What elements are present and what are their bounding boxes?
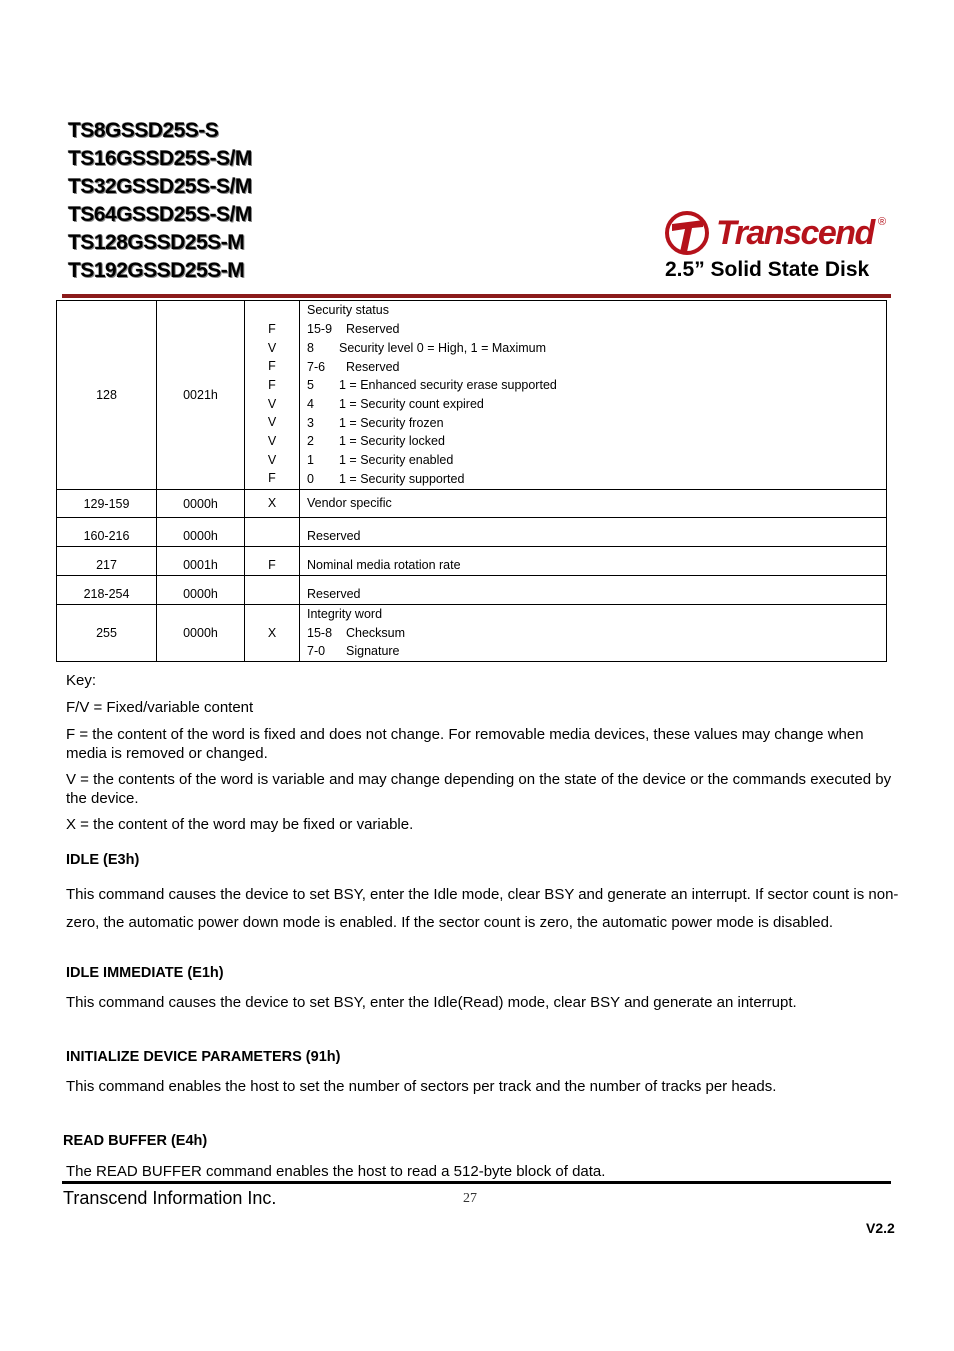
description-cell: Vendor specific bbox=[300, 490, 887, 518]
key-fv: F/V = Fixed/variable content bbox=[66, 699, 254, 716]
transcend-logo bbox=[664, 208, 890, 258]
bit-row: 5 1 = Enhanced security erase supported bbox=[307, 378, 557, 393]
page-number: 27 bbox=[463, 1191, 477, 1206]
table-row bbox=[57, 490, 887, 518]
word-cell: 129-159 bbox=[57, 490, 157, 518]
value-cell: 0000h bbox=[157, 518, 245, 547]
bit-row: 1 1 = Security enabled bbox=[307, 453, 454, 468]
table-row bbox=[57, 576, 887, 605]
word-cell: 128 bbox=[57, 301, 157, 490]
document-version: V2.2 bbox=[866, 1220, 895, 1236]
bit-row: 8 Security level 0 = High, 1 = Maximum bbox=[307, 340, 547, 355]
section-heading-idle-immediate: IDLE IMMEDIATE (E1h) bbox=[66, 965, 224, 981]
footer-divider bbox=[62, 1181, 891, 1184]
field-title: Security status bbox=[307, 303, 389, 318]
description-cell bbox=[300, 605, 887, 662]
fv-cell: X bbox=[245, 490, 300, 518]
fv-flag: V bbox=[267, 415, 277, 430]
fv-flag: F bbox=[268, 359, 276, 374]
header-divider bbox=[62, 294, 891, 298]
fv-flag: F bbox=[268, 321, 276, 336]
key-x: X = the content of the word may be fixed or variable. bbox=[66, 816, 414, 833]
word-cell: 217 bbox=[57, 547, 157, 576]
word-cell: 160-216 bbox=[57, 518, 157, 547]
description-cell: Reserved bbox=[300, 576, 887, 605]
fv-flag: V bbox=[267, 434, 277, 449]
field-title: Integrity word bbox=[307, 607, 383, 621]
model-name: TS192GSSD25S-M bbox=[68, 259, 245, 282]
model-name: TS32GSSD25S-S/M bbox=[68, 175, 252, 198]
fv-flag: V bbox=[267, 452, 277, 467]
footer-company: Transcend Information Inc. bbox=[63, 1188, 277, 1208]
bit-row: 0 1 = Security supported bbox=[307, 471, 465, 486]
bit-row: 4 1 = Security count expired bbox=[307, 397, 484, 411]
fv-flag: V bbox=[267, 340, 277, 355]
fv-cell bbox=[245, 576, 300, 605]
identify-device-table bbox=[56, 300, 887, 662]
description-cell: Nominal media rotation rate bbox=[300, 547, 887, 576]
value-cell: 0021h bbox=[157, 301, 245, 490]
bit-row: 15-8 Checksum bbox=[307, 625, 406, 640]
bit-row: 15-9 Reserved bbox=[307, 322, 400, 337]
model-name: TS128GSSD25S-M bbox=[68, 231, 245, 254]
bit-row: 2 1 = Security locked bbox=[307, 434, 445, 449]
fv-flag: F bbox=[268, 377, 276, 392]
value-cell: 0000h bbox=[157, 576, 245, 605]
table-row bbox=[57, 547, 887, 576]
key-f: F = the content of the word is fixed and does not change. For removable media devices, these values may change when media is removed or changed. bbox=[66, 726, 864, 762]
word-cell: 255 bbox=[57, 605, 157, 662]
fv-cell bbox=[245, 518, 300, 547]
model-name: TS8GSSD25S-S bbox=[68, 119, 219, 142]
table-row bbox=[57, 518, 887, 547]
key-v: V = the contents of the word is variable and may change depending on the state of the device or the commands executed by the device. bbox=[66, 771, 892, 807]
description-cell: Reserved bbox=[300, 518, 887, 547]
brand-wordmark: Transcend bbox=[716, 214, 874, 252]
bit-row: 3 1 = Security frozen bbox=[307, 415, 444, 430]
value-cell: 0001h bbox=[157, 547, 245, 576]
fv-cell bbox=[245, 301, 300, 490]
fv-cell: X bbox=[245, 605, 300, 662]
fv-flag: V bbox=[267, 396, 277, 411]
section-text-init: This command enables the host to set the number of sectors per track and the number of tracks per heads. bbox=[66, 1078, 777, 1095]
model-name: TS64GSSD25S-S/M bbox=[68, 203, 252, 226]
fv-flag: F bbox=[268, 471, 276, 486]
word-cell: 218-254 bbox=[57, 576, 157, 605]
model-name: TS16GSSD25S-S/M bbox=[68, 147, 252, 170]
transcend-t-icon bbox=[664, 210, 712, 256]
bit-row: 7-6 Reserved bbox=[307, 359, 400, 374]
description-cell bbox=[300, 301, 887, 490]
section-heading-init: INITIALIZE DEVICE PARAMETERS (91h) bbox=[66, 1049, 341, 1065]
table-row bbox=[57, 605, 887, 662]
value-cell: 0000h bbox=[157, 490, 245, 518]
fv-cell: F bbox=[245, 547, 300, 576]
model-list bbox=[68, 117, 252, 285]
section-heading-read-buffer: READ BUFFER (E4h) bbox=[63, 1133, 208, 1149]
value-cell: 0000h bbox=[157, 605, 245, 662]
key-title: Key: bbox=[66, 672, 97, 689]
section-text-idle-immediate: This command causes the device to set BSY, enter the Idle(Read) mode, clear BSY and generate an interrupt. bbox=[66, 994, 797, 1011]
bit-row: 7-0 Signature bbox=[307, 644, 400, 659]
product-title: 2.5” Solid State Disk bbox=[665, 258, 870, 281]
section-heading-idle: IDLE (E3h) bbox=[66, 852, 140, 868]
registered-mark: ® bbox=[878, 216, 887, 228]
section-text-read-buffer: The READ BUFFER command enables the host to read a 512-byte block of data. bbox=[66, 1163, 606, 1180]
table-row bbox=[57, 301, 887, 490]
section-text-idle: This command causes the device to set BSY, enter the Idle mode, clear BSY and generate an interrupt. If sector count is non-zero, the automatic power down mode is enabled. If the sector count is zero, the automatic power mode is disabled. bbox=[66, 886, 899, 931]
